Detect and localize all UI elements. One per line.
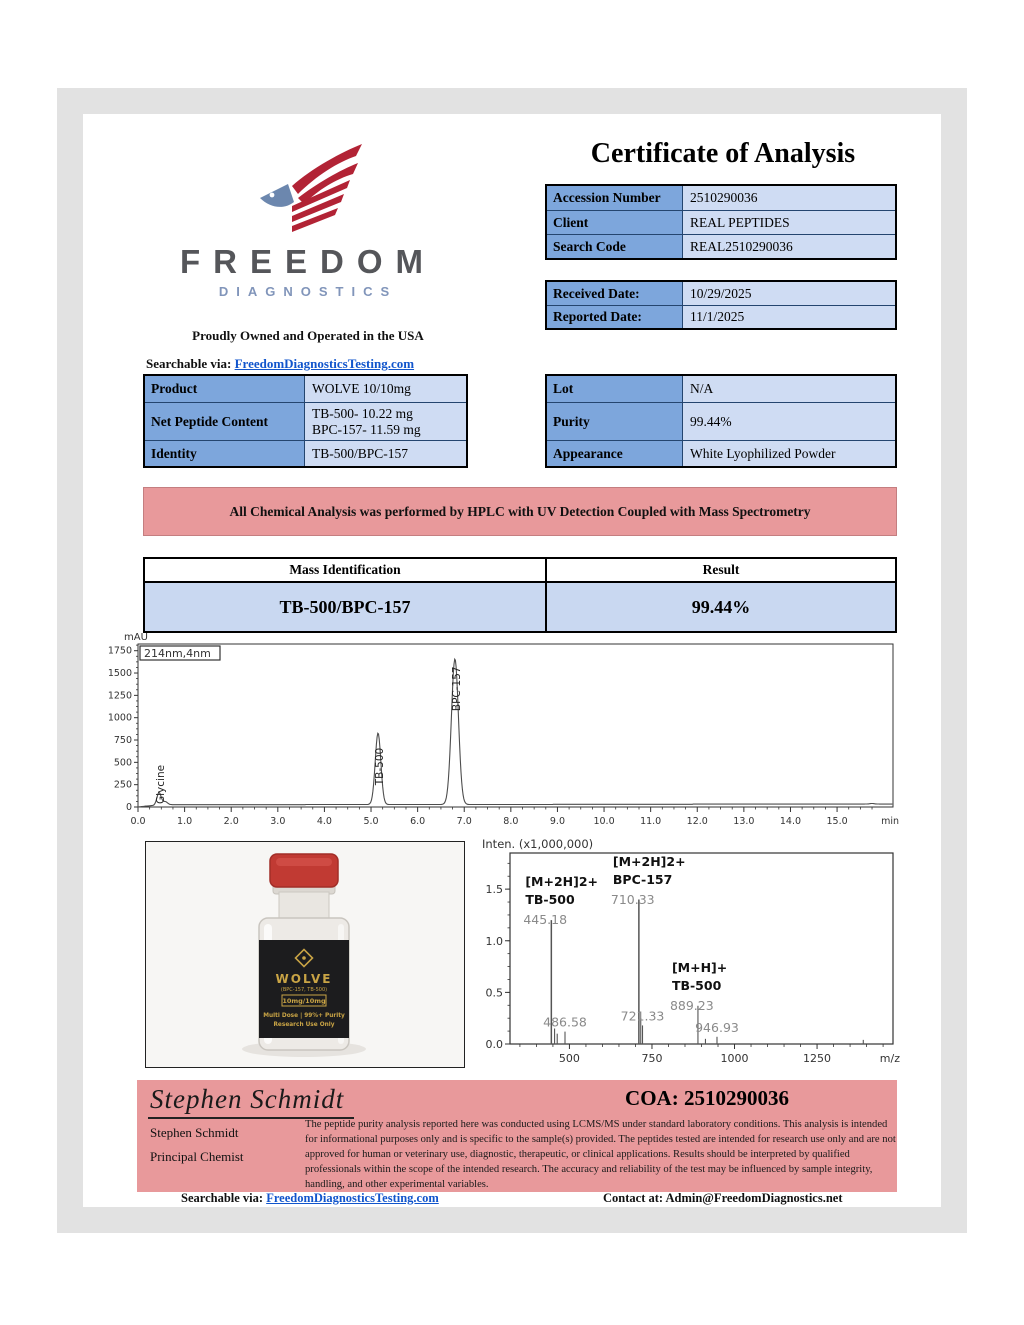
vial-illustration bbox=[146, 842, 463, 1066]
eagle-logo-icon bbox=[246, 142, 370, 234]
row-value bbox=[305, 403, 466, 440]
svg-text:1750: 1750 bbox=[108, 645, 132, 657]
row-label: Accession Number bbox=[547, 186, 683, 210]
table-row bbox=[145, 583, 895, 631]
svg-text:750: 750 bbox=[641, 1052, 663, 1065]
svg-text:214nm,4nm: 214nm,4nm bbox=[144, 647, 211, 660]
svg-text:TB-500: TB-500 bbox=[374, 747, 387, 786]
svg-text:710.33: 710.33 bbox=[610, 892, 655, 907]
vial-peptides: (BPC-157, TB-500) bbox=[280, 987, 328, 993]
table-row bbox=[145, 440, 466, 466]
table-row bbox=[547, 282, 895, 305]
svg-text:889.23: 889.23 bbox=[669, 997, 714, 1013]
table-row bbox=[145, 376, 466, 402]
vial-line1: Multi Dose | 99%+ Purity bbox=[263, 1013, 345, 1019]
mass-id-header: Mass Identification bbox=[145, 559, 547, 581]
net-content-line1: TB-500- 10.22 mg bbox=[312, 405, 413, 421]
table-row bbox=[145, 402, 466, 440]
svg-text:1000: 1000 bbox=[108, 712, 132, 724]
table-row bbox=[547, 210, 895, 234]
row-value: TB-500/BPC-157 bbox=[305, 441, 466, 466]
row-label: Lot bbox=[547, 376, 683, 402]
svg-text:721.33: 721.33 bbox=[620, 1008, 665, 1024]
svg-text:6.0: 6.0 bbox=[410, 816, 426, 827]
svg-text:11.0: 11.0 bbox=[640, 816, 662, 827]
svg-text:BPC-157: BPC-157 bbox=[450, 666, 463, 712]
signer-role: Principal Chemist bbox=[150, 1149, 244, 1164]
svg-text:3.0: 3.0 bbox=[270, 816, 286, 827]
svg-text:Inten. (x1,000,000): Inten. (x1,000,000) bbox=[482, 837, 594, 851]
svg-text:445.18: 445.18 bbox=[523, 912, 568, 928]
footer-contact: Contact at: Admin@FreedomDiagnostics.net bbox=[603, 1191, 843, 1205]
svg-text:10.0: 10.0 bbox=[593, 816, 615, 827]
row-label: Client bbox=[547, 211, 683, 234]
accession-table bbox=[545, 184, 897, 260]
row-value: WOLVE 10/10mg bbox=[305, 376, 466, 402]
lot-table bbox=[545, 374, 897, 468]
svg-text:0: 0 bbox=[125, 802, 132, 813]
coa-page bbox=[83, 114, 941, 1207]
svg-text:1.0: 1.0 bbox=[177, 816, 193, 827]
product-table bbox=[143, 374, 468, 468]
svg-text:Glycine: Glycine bbox=[154, 764, 167, 804]
footer-searchable bbox=[181, 1191, 439, 1206]
svg-text:[M+H]+: [M+H]+ bbox=[671, 959, 728, 975]
svg-text:12.0: 12.0 bbox=[686, 816, 708, 827]
svg-text:TB-500: TB-500 bbox=[525, 892, 575, 908]
svg-text:TB-500: TB-500 bbox=[671, 977, 722, 993]
product-vial-photo bbox=[145, 841, 465, 1068]
svg-text:15.0: 15.0 bbox=[826, 816, 848, 827]
svg-text:m/z: m/z bbox=[879, 1052, 900, 1065]
coa-number: COA: 2510290036 bbox=[625, 1086, 789, 1110]
svg-text:500: 500 bbox=[558, 1052, 580, 1065]
table-row bbox=[547, 440, 895, 466]
mass-spectrum-chart bbox=[478, 836, 906, 1072]
row-value: N/A bbox=[683, 376, 895, 402]
row-value: 11/1/2025 bbox=[683, 306, 895, 328]
searchable-label: Searchable via: bbox=[146, 356, 232, 371]
vial-brand: WOLVE bbox=[275, 972, 333, 986]
row-label: Purity bbox=[547, 403, 683, 440]
mass-identification-table bbox=[143, 557, 897, 633]
svg-text:486.58: 486.58 bbox=[543, 1014, 587, 1030]
svg-text:BPC-157: BPC-157 bbox=[612, 872, 673, 887]
searchable-link[interactable]: FreedomDiagnosticsTesting.com bbox=[234, 356, 415, 371]
logo-subtext: DIAGNOSTICS bbox=[218, 284, 398, 299]
svg-text:14.0: 14.0 bbox=[779, 816, 802, 827]
table-row bbox=[547, 376, 895, 402]
table-row bbox=[547, 305, 895, 328]
footer-searchable-label: Searchable via: bbox=[181, 1191, 264, 1205]
svg-text:7.0: 7.0 bbox=[456, 816, 472, 827]
svg-text:2.0: 2.0 bbox=[223, 816, 239, 827]
row-value: REAL2510290036 bbox=[683, 235, 895, 258]
row-value: 2510290036 bbox=[683, 186, 895, 210]
row-value: REAL PEPTIDES bbox=[683, 211, 895, 234]
signature-script: Stephen Schmidt bbox=[148, 1084, 354, 1119]
svg-text:8.0: 8.0 bbox=[503, 816, 519, 827]
table-header-row bbox=[145, 559, 895, 583]
row-label: Product bbox=[145, 376, 305, 402]
table-row bbox=[547, 402, 895, 440]
result-value: 99.44% bbox=[691, 596, 751, 617]
svg-text:0.5: 0.5 bbox=[485, 986, 503, 1000]
disclaimer-text: The peptide purity analysis reported here was conducted using LCMS/MS under standard laboratory conditions. This analysis is intended for informational purposes only and is specific to the sample(s) provided. The peptides tested are intended for research use only and are not approved for human or veterinary use, diagnostic, therapeutic, or clinical applications. Results should be interpreted by qualified professionals within the scope of the intended research. The accuracy and reliability of the test may be influenced by sample integrity, handling, and other experimental variables. bbox=[305, 1119, 896, 1191]
svg-text:mAU: mAU bbox=[124, 632, 148, 643]
table-row bbox=[547, 234, 895, 258]
svg-text:1.5: 1.5 bbox=[485, 883, 503, 897]
result-header: Result bbox=[702, 562, 740, 577]
svg-text:13.0: 13.0 bbox=[733, 816, 755, 827]
svg-text:946.93: 946.93 bbox=[695, 1019, 739, 1035]
dates-table bbox=[545, 280, 897, 330]
row-value: 99.44% bbox=[683, 403, 895, 440]
row-label: Appearance bbox=[547, 441, 683, 466]
svg-text:5.0: 5.0 bbox=[363, 816, 379, 827]
vial-dose: 10mg/10mg bbox=[282, 997, 326, 1005]
signature-banner bbox=[137, 1080, 897, 1192]
svg-text:min: min bbox=[881, 816, 899, 827]
svg-text:1000: 1000 bbox=[720, 1052, 749, 1065]
page-title: Certificate of Analysis bbox=[590, 138, 856, 169]
searchable-line bbox=[146, 356, 414, 372]
row-label: Reported Date: bbox=[547, 306, 683, 328]
svg-text:500: 500 bbox=[113, 757, 132, 769]
svg-text:1250: 1250 bbox=[108, 690, 132, 702]
freedom-logo bbox=[143, 142, 473, 299]
row-value: 10/29/2025 bbox=[683, 282, 895, 305]
signer-name: Stephen Schmidt bbox=[150, 1125, 239, 1140]
table-row bbox=[547, 186, 895, 210]
logo-text: FREEDOM bbox=[180, 243, 436, 280]
svg-text:[M+2H]2+: [M+2H]2+ bbox=[612, 854, 686, 869]
svg-text:[M+2H]2+: [M+2H]2+ bbox=[525, 874, 599, 890]
svg-text:750: 750 bbox=[113, 735, 132, 747]
svg-text:9.0: 9.0 bbox=[549, 816, 565, 827]
svg-text:1250: 1250 bbox=[803, 1052, 832, 1065]
row-label: Received Date: bbox=[547, 282, 683, 305]
svg-text:4.0: 4.0 bbox=[316, 816, 332, 827]
net-content-line2: BPC-157- 11.59 mg bbox=[312, 421, 421, 437]
method-banner: All Chemical Analysis was performed by HPLC with UV Detection Coupled with Mass Spectrometry bbox=[143, 487, 897, 536]
mass-id-value: TB-500/BPC-157 bbox=[145, 583, 547, 631]
row-label: Net Peptide Content bbox=[145, 403, 305, 440]
row-label: Search Code bbox=[547, 235, 683, 258]
vial-line2: Research Use Only bbox=[273, 1022, 335, 1028]
svg-text:250: 250 bbox=[113, 779, 132, 791]
svg-text:0.0: 0.0 bbox=[485, 1038, 503, 1051]
svg-text:1500: 1500 bbox=[108, 668, 132, 680]
tagline: Proudly Owned and Operated in the USA bbox=[192, 328, 424, 343]
hplc-chromatogram-chart bbox=[108, 630, 903, 832]
row-value: White Lyophilized Powder bbox=[683, 441, 895, 466]
svg-text:1.0: 1.0 bbox=[485, 934, 503, 948]
document-frame bbox=[57, 88, 967, 1233]
row-label: Identity bbox=[145, 441, 305, 466]
footer-searchable-link[interactable]: FreedomDiagnosticsTesting.com bbox=[266, 1191, 439, 1205]
svg-text:0.0: 0.0 bbox=[130, 816, 146, 827]
